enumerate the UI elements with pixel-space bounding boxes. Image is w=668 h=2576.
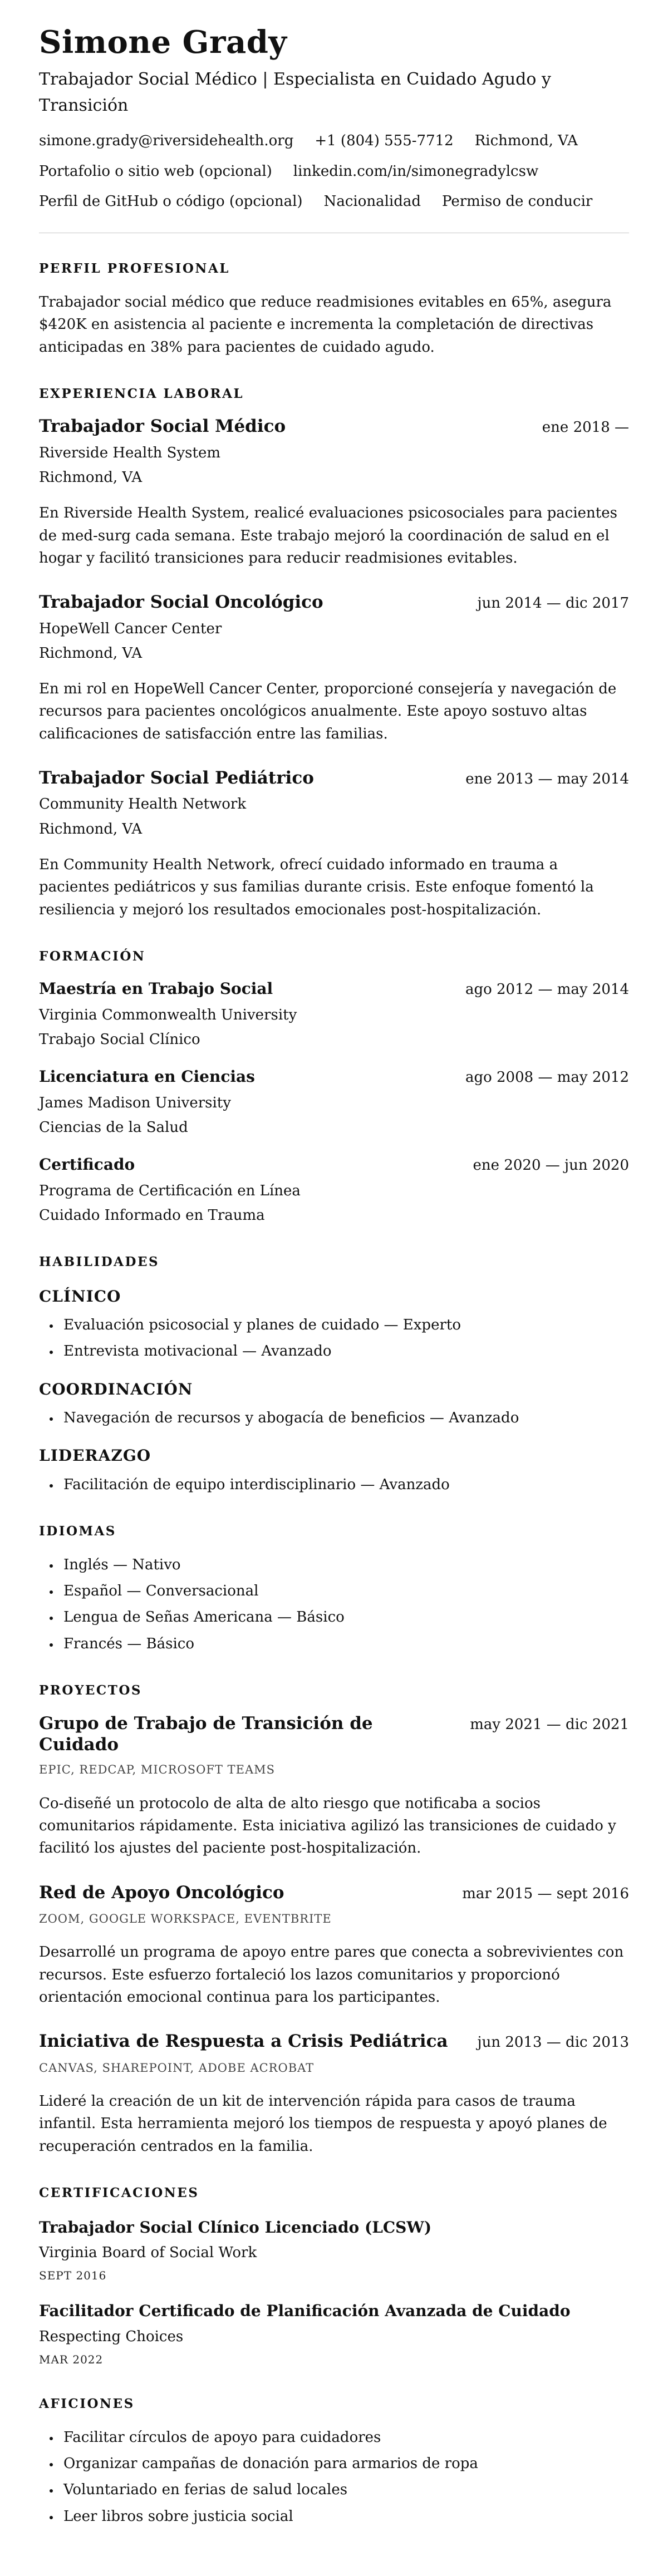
project-title: Red de Apoyo Oncológico <box>39 1882 284 1903</box>
project-entry <box>39 1882 629 2009</box>
certification-issuer: Respecting Choices <box>39 2328 184 2345</box>
school-name: Virginia Commonwealth University <box>39 1006 297 1023</box>
job-title: Trabajador Social Médico <box>39 416 286 437</box>
skill-group-name: CLÍNICO <box>39 1287 121 1306</box>
phone-text: +1 (804) 555-7712 <box>315 132 454 150</box>
job-location: Richmond, VA <box>39 644 143 662</box>
degree-title: Licenciatura en Ciencias <box>39 1067 255 1086</box>
skill-group-name: LIDERAZGO <box>39 1446 151 1465</box>
certification-date: MAR 2022 <box>39 2353 104 2366</box>
project-header <box>39 1882 629 1905</box>
languages-heading: IDIOMAS <box>39 1524 116 1539</box>
job-company: HopeWell Cancer Center <box>39 620 222 637</box>
education-entry <box>39 978 629 1051</box>
job-company: Riverside Health System <box>39 444 221 461</box>
project-dates: mar 2015 — sept 2016 <box>462 1885 629 1902</box>
certification-date: SEPT 2016 <box>39 2269 107 2283</box>
field-of-study: Cuidado Informado en Trauma <box>39 1206 265 1224</box>
job-location: Richmond, VA <box>39 469 143 486</box>
projects-heading: PROYECTOS <box>39 1682 142 1698</box>
job-entry <box>39 592 629 745</box>
skill-group-name: COORDINACIÓN <box>39 1380 193 1398</box>
certifications-heading: CERTIFICACIONES <box>39 2185 199 2200</box>
job-dates: ene 2013 — may 2014 <box>465 771 629 788</box>
field-of-study: Trabajo Social Clínico <box>39 1031 200 1048</box>
project-entry <box>39 2031 629 2158</box>
hobbies-heading: AFICIONES <box>39 2396 135 2411</box>
hobby-item: • Organizar campañas de donación para armarios de ropa <box>60 2452 629 2475</box>
project-title: Grupo de Trabajo de Transición de Cuidado <box>39 1713 373 1755</box>
language-item: • Francés — Básico <box>60 1633 629 1655</box>
skill-group-coordination <box>39 1377 629 1430</box>
job-entry <box>39 416 629 569</box>
project-title: Iniciativa de Respuesta a Crisis Pediátrica <box>39 2031 448 2052</box>
linkedin-text: linkedin.com/in/simonegradylcsw <box>293 162 539 180</box>
job-description: En Community Health Network, ofrecí cuidado informado en trauma a pacientes pediátricos y sus familias durante crisis. Este enfoque fomentó la resiliencia y mejoró los resultados emocionales post-hospitalización. <box>39 856 594 918</box>
job-description: En mi rol en HopeWell Cancer Center, proporcioné consejería y navegación de recursos para pacientes oncológicos anualmente. Este apoyo sostuvo altas calificaciones de satisfacción entre las familias. <box>39 681 617 742</box>
skill-group-leadership <box>39 1444 629 1496</box>
education-header <box>39 1066 629 1088</box>
job-location: Richmond, VA <box>39 820 143 838</box>
job-entry <box>39 767 629 921</box>
job-dates: jun 2014 — dic 2017 <box>477 595 629 612</box>
job-company: Community Health Network <box>39 796 247 813</box>
contact-row-tertiary <box>39 190 629 213</box>
certification-name: Facilitador Certificado de Planificación Avanzada de Cuidado <box>39 2302 571 2321</box>
person-headline: Trabajador Social Médico | Especialista en Cuidado Agudo y Transición <box>39 70 551 115</box>
language-list <box>39 1554 629 1655</box>
job-dates: ene 2018 — <box>542 419 629 436</box>
degree-title: Maestría en Trabajo Social <box>39 979 273 998</box>
project-description: Desarrollé un programa de apoyo entre pares que conecta a sobrevivientes con recursos. Este esfuerzo fortaleció los lazos comunitarios y proporcionó orientación emocional continua para los participantes. <box>39 1944 624 2006</box>
section-certifications <box>39 2183 629 2368</box>
language-item: • Inglés — Nativo <box>60 1554 629 1576</box>
job-header <box>39 416 629 439</box>
education-entry <box>39 1154 629 1227</box>
degree-title: Certificado <box>39 1155 135 1174</box>
skill-item: • Entrevista motivacional — Avanzado <box>60 1340 629 1362</box>
project-tools: EPIC, REDCAP, MICROSOFT TEAMS <box>39 1763 276 1777</box>
project-description: Co-diseñé un protocolo de alta de alto riesgo que notificaba a socios comunitarios rápidamente. Esta iniciativa agilizó las transiciones de cuidado y facilitó los ajustes del paciente post-hospitalización. <box>39 1795 616 1857</box>
project-tools: CANVAS, SHAREPOINT, ADOBE ACROBAT <box>39 2061 315 2075</box>
nationality-text: Nacionalidad <box>323 193 421 210</box>
skill-item: • Facilitación de equipo interdisciplinario — Avanzado <box>60 1474 629 1496</box>
portfolio-text: Portafolio o sitio web (opcional) <box>39 162 272 180</box>
school-name: Programa de Certificación en Línea <box>39 1182 301 1199</box>
project-dates: may 2021 — dic 2021 <box>470 1716 629 1733</box>
section-experience <box>39 384 629 921</box>
location-text: Richmond, VA <box>474 132 578 150</box>
project-dates: jun 2013 — dic 2013 <box>477 2034 629 2051</box>
section-hobbies <box>39 2394 629 2528</box>
hobby-item: • Leer libros sobre justicia social <box>60 2505 629 2528</box>
contact-row-primary <box>39 130 629 152</box>
skill-item: • Evaluación psicosocial y planes de cuidado — Experto <box>60 1314 629 1336</box>
section-education <box>39 947 629 1227</box>
person-name: Simone Grady <box>39 24 287 61</box>
section-profile <box>39 259 629 358</box>
certification-issuer: Virginia Board of Social Work <box>39 2244 257 2262</box>
skill-group-clinical <box>39 1284 629 1363</box>
job-title: Trabajador Social Oncológico <box>39 592 323 613</box>
skill-item: • Navegación de recursos y abogacía de beneficios — Avanzado <box>60 1407 629 1429</box>
section-projects <box>39 1681 629 2158</box>
language-item: • Español — Conversacional <box>60 1580 629 1602</box>
hobby-list <box>39 2426 629 2528</box>
job-title: Trabajador Social Pediátrico <box>39 768 314 789</box>
education-dates: ago 2008 — may 2012 <box>465 1069 629 1086</box>
education-heading: FORMACIÓN <box>39 948 146 964</box>
education-header <box>39 1154 629 1176</box>
skills-heading: HABILIDADES <box>39 1254 160 1270</box>
profile-heading: PERFIL PROFESIONAL <box>39 261 230 277</box>
education-dates: ago 2012 — may 2014 <box>465 981 629 998</box>
education-header <box>39 978 629 1001</box>
profile-summary: Trabajador social médico que reduce readmisiones evitables en 65%, asegura $420K en asistencia al paciente e incrementa la completación de directivas anticipadas en 38% para pacientes de cuidado agudo. <box>39 293 612 356</box>
education-entry <box>39 1066 629 1139</box>
hobby-item: • Voluntariado en ferias de salud locales <box>60 2479 629 2501</box>
job-description: En Riverside Health System, realicé evaluaciones psicosociales para pacientes de med-surg cada semana. Este trabajo mejoró la coordinación de salud en el hogar y facilitó transiciones para reducir readmisiones evitables. <box>39 505 617 567</box>
certification-entry <box>39 2215 629 2285</box>
driving-permit-text: Permiso de conducir <box>442 193 593 210</box>
certification-name: Trabajador Social Clínico Licenciado (LCSW) <box>39 2218 432 2237</box>
project-header <box>39 2031 629 2053</box>
skill-list <box>39 1314 629 1363</box>
contact-row-secondary <box>39 160 629 183</box>
section-languages <box>39 1521 629 1655</box>
project-description: Lideré la creación de un kit de intervención rápida para casos de trauma infantil. Esta herramienta mejoró los tiempos de respuesta y apoyó planes de recuperación centrados en la familia. <box>39 2093 607 2155</box>
hobby-item: • Facilitar círculos de apoyo para cuidadores <box>60 2426 629 2449</box>
project-entry <box>39 1713 629 1860</box>
resume-header <box>39 24 629 213</box>
project-tools: ZOOM, GOOGLE WORKSPACE, EVENTBRITE <box>39 1912 332 1925</box>
experience-heading: EXPERIENCIA LABORAL <box>39 386 244 401</box>
email-text: simone.grady@riversidehealth.org <box>39 132 294 150</box>
project-header <box>39 1713 629 1756</box>
certification-entry <box>39 2299 629 2368</box>
education-dates: ene 2020 — jun 2020 <box>473 1157 629 1174</box>
job-header <box>39 767 629 790</box>
section-skills <box>39 1252 629 1496</box>
field-of-study: Ciencias de la Salud <box>39 1119 188 1136</box>
job-header <box>39 592 629 614</box>
skill-list <box>39 1474 629 1496</box>
school-name: James Madison University <box>39 1094 231 1111</box>
skill-list <box>39 1407 629 1429</box>
language-item: • Lengua de Señas Americana — Básico <box>60 1606 629 1628</box>
github-text: Perfil de GitHub o código (opcional) <box>39 193 303 210</box>
